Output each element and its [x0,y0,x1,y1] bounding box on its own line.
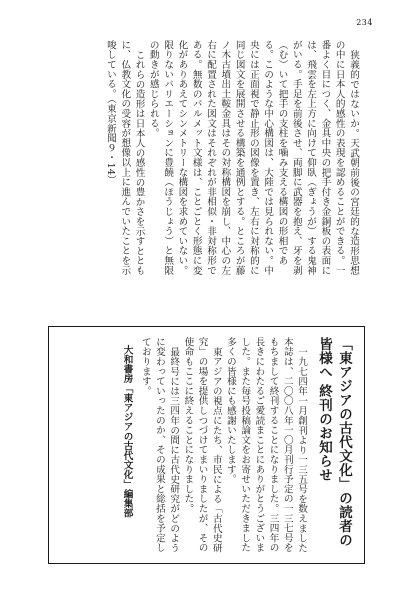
article-paragraph: 狭義的ではないか。天武朝前後の宮廷的な造形思想の中に日本人的感性の表現を認めることができる。一番よく目につく、金具中央の把手付き金銅板の表面には、飛雲を左上方に向けて仰臥（ぎょうが）する鬼神がいる。手足を前後させ、両脚に武器を抱え、牙を剥（む）いて把手の支柱を噛み支える構図の形相である。このような中心構図は、大陸では見られない。中央には正面視で静止形の図像を置き、左右に対称的に同じ図文を展開させる構築を通例とする。ところが藤ノ木古墳出土鞍金具はその対称構図を崩し、中心の左右に配置された図文はそれぞれが非相似・非対称形である。無数のバルメット文様は、ことごとく形態に変化がありあえてシンメトリーな構図を求めていない。限りないバリエーションに豊饒（ほうじょう）と無限の動きが感じられる。 [147,40,359,276]
page-number: 234 [356,18,373,27]
notice-signature: 大和書房「東アジアの古代文化」編集部 [121,345,133,518]
notice-title: 「東アジアの古代文化」の読者の皆様へ 終刊のお知らせ [316,337,352,547]
article-paragraph: これらの造形は日本人の感性の豊かさを示すとともに、仏教文化の受容が想像以上に進んでいたことを示唆している。（東京新聞９・14） [104,40,145,276]
notice-box [48,326,365,564]
notice-body [138,337,308,553]
notice-paragraph: 東アジアの視点にたち、市民による「古代史研究」の場を提供しつづけてまいりましたが、その使命もここに終えることになりました。 [182,337,222,553]
article-body [60,40,360,284]
notice-paragraph: 最終号には三四年の間に古代史研究がどのように変わっていったのか、その成果と総括を予定しております。 [139,337,180,553]
notice-paragraph: 一九七四年一月創刊より一三五号を数えました本誌は、二〇〇八年一〇月刊行予定の一三七号をもちまして終刊することになりました。三四年の長きにわたるご愛読まことにありがとうございました。また毎号投稿論文をお寄せいただきました多くの皆様にも感謝いたします。 [224,337,307,553]
